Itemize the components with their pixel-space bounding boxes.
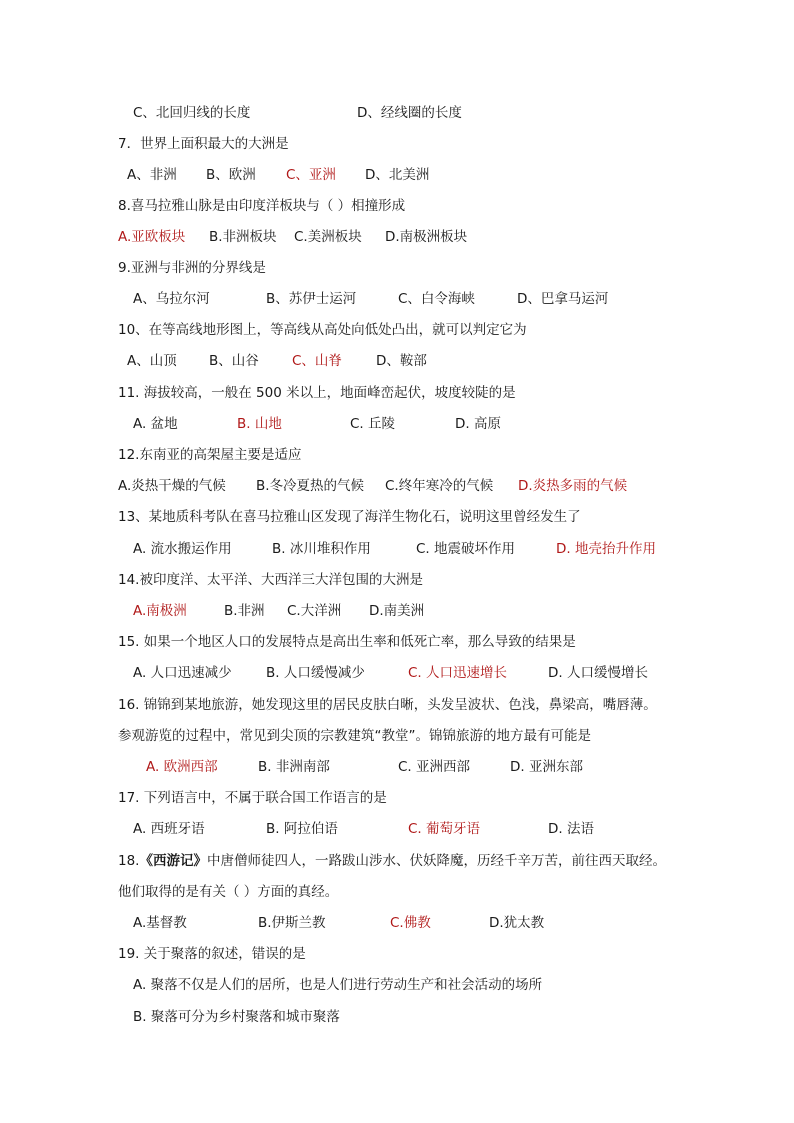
q11-option-b-answer: B. 山地 [237, 416, 282, 432]
question-17-stem: 17. 下列语言中，不属于联合国工作语言的是 [118, 790, 387, 806]
q9-option-b: B、苏伊士运河 [266, 291, 357, 307]
question-8-stem: 8.喜马拉雅山脉是由印度洋板块与（ ）相撞形成 [118, 198, 406, 214]
q11-option-c: C. 丘陵 [350, 416, 396, 432]
q17-option-a: A. 西班牙语 [133, 821, 205, 837]
q14-option-a-answer: A.南极洲 [133, 603, 187, 619]
q16-option-d: D. 亚洲东部 [510, 759, 583, 775]
question-12-stem: 12.东南亚的高架屋主要是适应 [118, 447, 302, 463]
q13-option-a: A. 流水搬运作用 [133, 541, 232, 557]
q10-option-d: D、鞍部 [376, 353, 427, 369]
q12-option-d-answer: D.炎热多雨的气候 [518, 478, 628, 494]
q16-option-a-answer: A. 欧洲西部 [146, 759, 218, 775]
q7-option-d: D、北美洲 [365, 167, 430, 183]
q10-option-a: A、山顶 [127, 353, 177, 369]
q6-option-d: D、经线圈的长度 [357, 105, 462, 121]
question-14-stem: 14.被印度洋、太平洋、大西洋三大洋包围的大洲是 [118, 572, 423, 588]
q18-book-title: 《西游记》 [139, 853, 207, 869]
q12-option-c: C.终年寒冷的气候 [385, 478, 494, 494]
q13-option-c: C. 地震破坏作用 [416, 541, 516, 557]
q12-option-b: B.冬冷夏热的气候 [256, 478, 365, 494]
q12-option-a: A.炎热干燥的气候 [118, 478, 226, 494]
q15-option-c-answer: C. 人口迅速增长 [408, 665, 508, 681]
q18-option-c-answer: C.佛教 [390, 915, 431, 931]
q19-option-a: A. 聚落不仅是人们的居所，也是人们进行劳动生产和社会活动的场所 [133, 977, 543, 993]
q14-option-b: B.非洲 [224, 603, 265, 619]
q7-option-a: A、非洲 [127, 167, 177, 183]
q16-option-c: C. 亚洲西部 [398, 759, 471, 775]
q15-option-b: B. 人口缓慢减少 [266, 665, 365, 681]
q9-option-a: A、乌拉尔河 [133, 291, 210, 307]
question-16-stem-line-2: 参观游览的过程中，常见到尖顶的宗教建筑“教堂”。锦锦旅游的地方最有可能是 [118, 728, 591, 744]
question-9-stem: 9.亚洲与非洲的分界线是 [118, 260, 266, 276]
question-18-stem-line-2: 他们取得的是有关（ ）方面的真经。 [118, 884, 339, 900]
q15-option-a: A. 人口迅速减少 [133, 665, 232, 681]
q15-option-d: D. 人口缓慢增长 [548, 665, 648, 681]
q19-option-b: B. 聚落可分为乡村聚落和城市聚落 [133, 1009, 340, 1025]
q6-option-c: C、北回归线的长度 [133, 105, 251, 121]
q17-option-b: B. 阿拉伯语 [266, 821, 338, 837]
q14-option-c: C.大洋洲 [287, 603, 342, 619]
question-16-stem-line-1: 16. 锦锦到某地旅游，她发现这里的居民皮肤白晰，头发呈波状、色浅，鼻梁高，嘴唇薄。 [118, 697, 657, 713]
question-15-stem: 15. 如果一个地区人口的发展特点是高出生率和低死亡率，那么导致的结果是 [118, 634, 576, 650]
q18-option-b: B.伊斯兰教 [258, 915, 326, 931]
q18-option-d: D.犹太教 [489, 915, 545, 931]
q18-option-a: A.基督教 [133, 915, 187, 931]
q18-stem-rest: 中唐僧师徒四人，一路跋山涉水、伏妖降魔，历经千辛万苦，前往西天取经。 [206, 853, 666, 869]
q9-option-c: C、白令海峡 [398, 291, 475, 307]
q16-option-b: B. 非洲南部 [258, 759, 330, 775]
q18-number: 18. [118, 853, 140, 869]
q17-option-c-answer: C. 葡萄牙语 [408, 821, 481, 837]
q8-option-b: B.非洲板块 [209, 229, 277, 245]
q10-option-c-answer: C、山脊 [292, 353, 342, 369]
q13-option-d-answer: D. 地壳抬升作用 [556, 541, 656, 557]
q7-option-b: B、欧洲 [206, 167, 256, 183]
q14-option-d: D.南美洲 [369, 603, 425, 619]
question-13-stem: 13、某地质科考队在喜马拉雅山区发现了海洋生物化石，说明这里曾经发生了 [118, 509, 581, 525]
q11-option-d: D. 高原 [455, 416, 501, 432]
q7-option-c-answer: C、亚洲 [286, 167, 336, 183]
question-11-stem: 11. 海拔较高，一般在 500 米以上，地面峰峦起伏，坡度较陡的是 [118, 385, 516, 401]
question-19-stem: 19. 关于聚落的叙述，错误的是 [118, 946, 306, 962]
q17-option-d: D. 法语 [548, 821, 594, 837]
q11-option-a: A. 盆地 [133, 416, 178, 432]
question-7-stem: 7．世界上面积最大的大洲是 [118, 136, 289, 152]
question-18-stem-line-1 [118, 851, 666, 871]
q8-option-a-answer: A.亚欧板块 [118, 229, 186, 245]
q8-option-d: D.南极洲板块 [385, 229, 468, 245]
q10-option-b: B、山谷 [209, 353, 259, 369]
q9-option-d: D、巴拿马运河 [517, 291, 609, 307]
q8-option-c: C.美洲板块 [294, 229, 362, 245]
question-10-stem: 10、在等高线地形图上，等高线从高处向低处凸出，就可以判定它为 [118, 322, 527, 338]
q13-option-b: B. 冰川堆积作用 [272, 541, 371, 557]
